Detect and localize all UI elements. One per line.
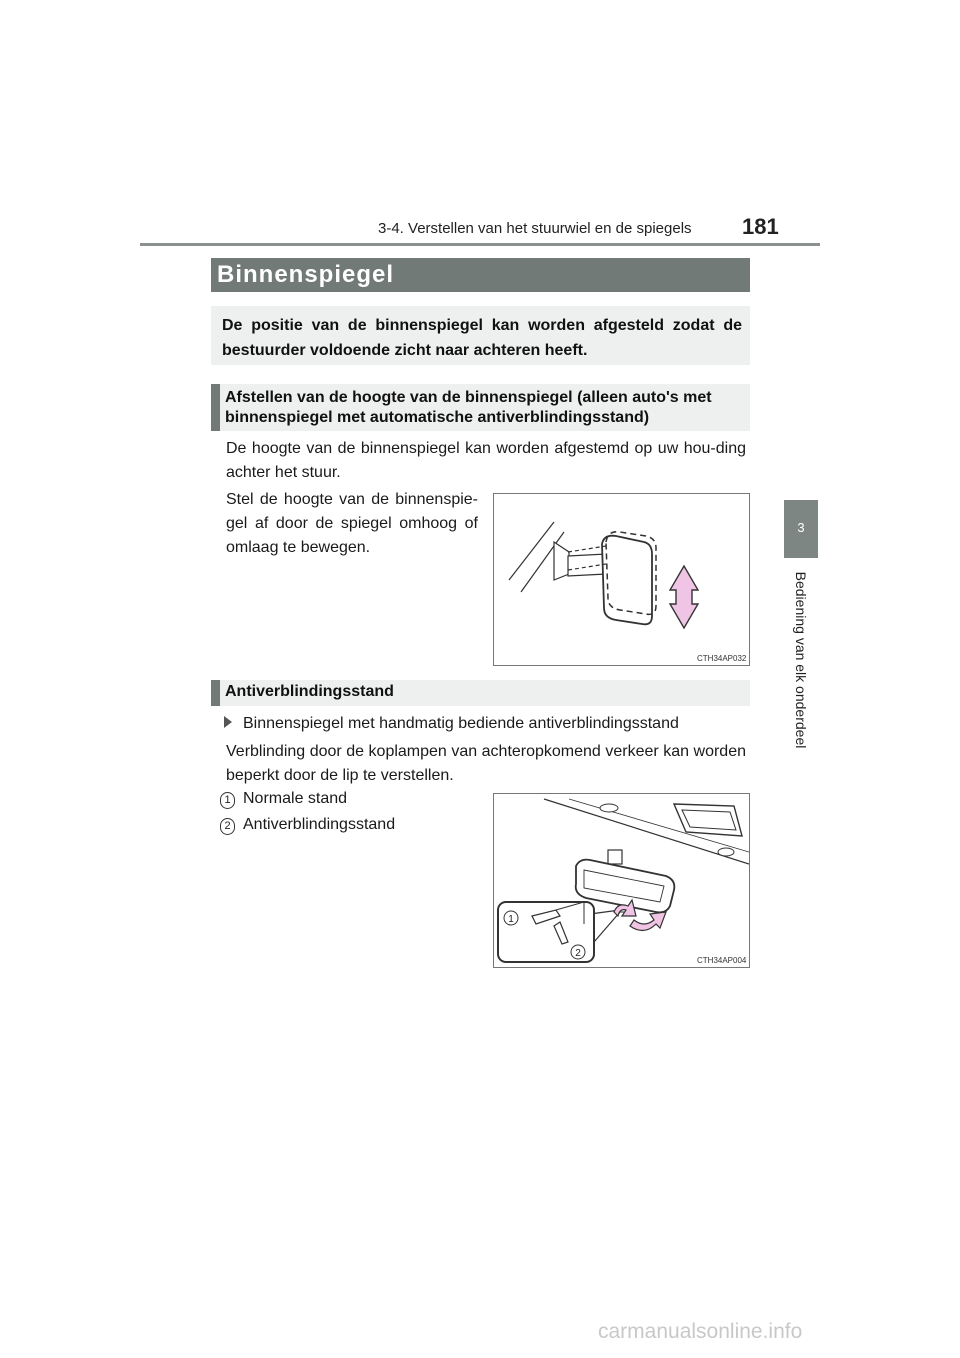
svg-text:2: 2	[575, 948, 581, 959]
legend-label-1: Normale stand	[243, 790, 348, 807]
watermark: carmanualsonline.info	[598, 1320, 803, 1343]
height-adjust-heading: Afstellen van de hoogte van de binnenspiegel (alleen auto's met binnenspiegel met automatische antiverblindingsstand)	[225, 389, 712, 426]
anti-glare-figure	[493, 793, 750, 968]
intro-text: De positie van de binnenspiegel kan worden afgesteld zodat de bestuurder voldoende zicht naar achteren heeft.	[222, 317, 742, 359]
legend-number-1: 1	[220, 792, 235, 809]
figure-code-anti-glare: CTH34AP004	[697, 956, 747, 965]
height-adjust-paragraph: De hoogte van de binnenspiegel kan worden afgestemd op uw hou-ding achter het stuur.	[226, 440, 746, 481]
chapter-label: Bediening van elk onderdeel	[793, 571, 809, 749]
mirror-height-illustration	[494, 494, 749, 665]
anti-glare-paragraph: Verblinding door de koplampen van achteropkomend verkeer kan worden beperkt door de lip te verstellen.	[226, 743, 746, 784]
height-adjust-instruction: Stel de hoogte van de binnenspie-gel af door de spiegel omhoog of omlaag te bewegen.	[226, 491, 478, 556]
chapter-number: 3	[797, 520, 805, 535]
legend-number-2: 2	[220, 818, 235, 835]
anti-glare-illustration	[494, 794, 749, 967]
figure-code-height: CTH34AP032	[697, 654, 747, 663]
page-number: 181	[742, 214, 779, 239]
anti-glare-bullet: Binnenspiegel met handmatig bediende antiverblindingsstand	[243, 715, 679, 732]
header-divider	[140, 243, 820, 246]
anti-glare-heading: Antiverblindingsstand	[225, 683, 394, 700]
bullet-arrow-icon	[224, 716, 232, 728]
mirror-height-figure	[493, 493, 750, 666]
svg-text:1: 1	[508, 914, 514, 925]
section-title: Binnenspiegel	[217, 261, 395, 288]
header-section-path: 3-4. Verstellen van het stuurwiel en de spiegels	[378, 220, 692, 237]
legend-label-2: Antiverblindingsstand	[243, 816, 396, 833]
